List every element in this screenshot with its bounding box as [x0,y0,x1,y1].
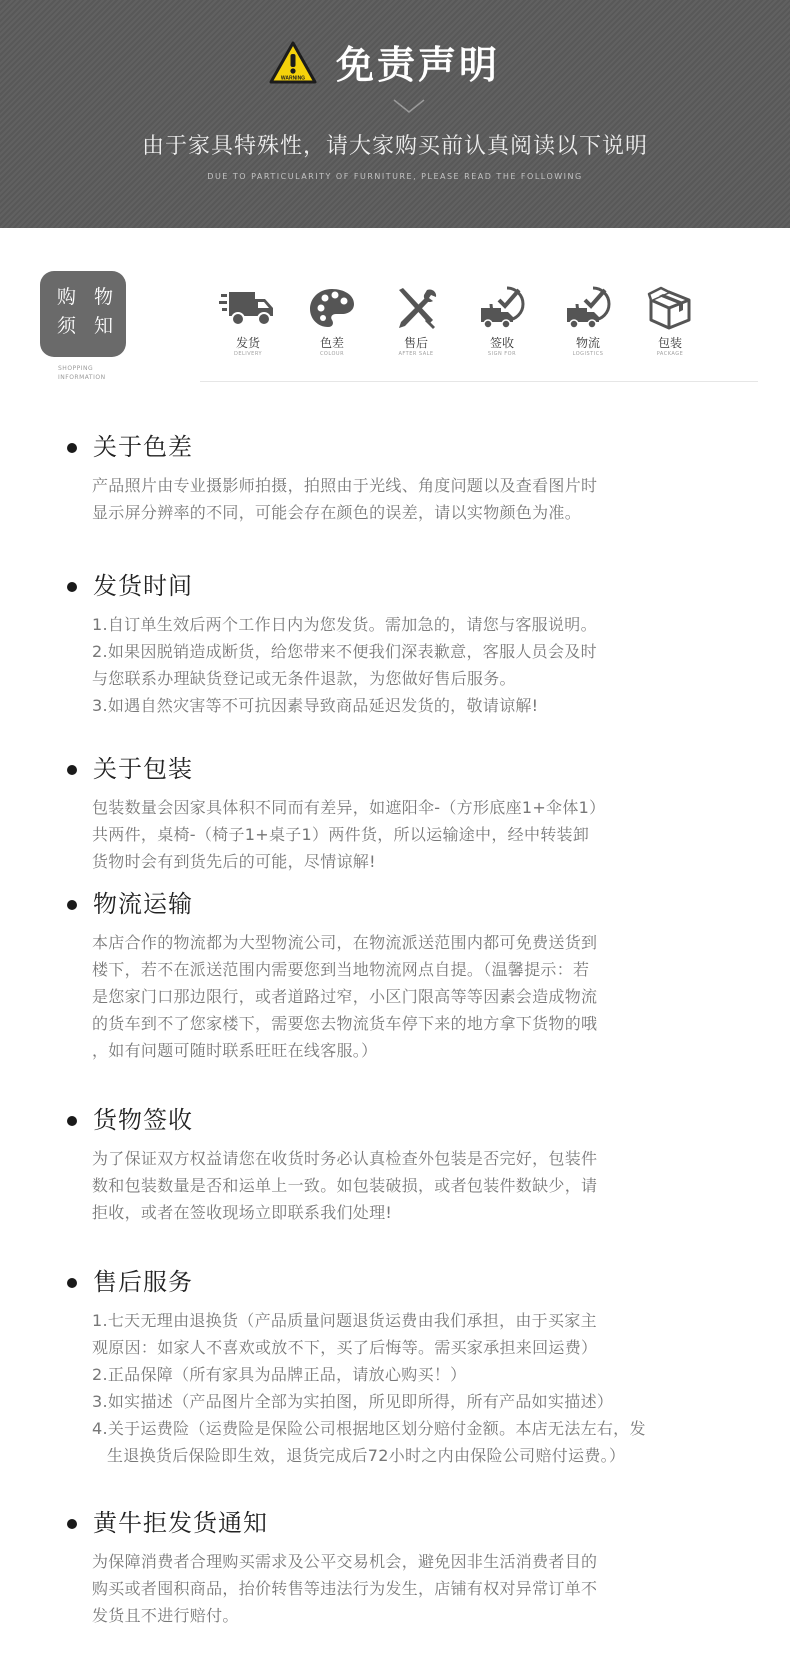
bullet-icon [67,1519,77,1529]
section-text-line: 楼下，若不在派送范围内需要您到当地物流网点自提。（温馨提示：若 [92,960,590,979]
section-text-line: 1.自订单生效后两个工作日内为您发货。需加急的，请您与客服说明。 [92,615,597,634]
bullet-icon [67,1116,77,1126]
warning-triangle-icon [268,40,318,86]
section-text-line: 拒收，或者在签收现场立即联系我们处理! [92,1203,393,1222]
section-text-line: 1.七天无理由退换货（产品质量问题退货运费由我们承担，由于买家主 [92,1311,597,1330]
section-title: 售后服务 [93,1268,193,1296]
bullet-icon [67,900,77,910]
info-item-label: 发货 [235,336,260,350]
info-item-label: 售后 [403,336,428,350]
section-packaging [67,752,767,875]
section-text-line: 共两件，桌椅-（椅子1+桌子1）两件货，所以运输途中，经中转装卸 [92,825,590,844]
section-text-line: 4.关于运费险（运费险是保险公司根据地区划分赔付金额。本店无法左右，发 [92,1419,646,1438]
section-logistics [67,887,767,1064]
section-text-line: 产品照片由专业摄影师拍摄，拍照由于光线、角度问题以及查看图片时 [92,476,598,495]
after-sale-tools-icon [393,286,439,330]
header-subtitle: 由于家具特殊性，请大家购买前认真阅读以下说明 [141,134,648,159]
info-item-en: AFTER SALE [398,351,434,357]
section-title: 关于包装 [93,755,193,783]
section-text-line: ，如有问题可随时联系旺旺在线客服。） [92,1041,378,1060]
section-text-line: 购买或者囤积商品，抬价转售等违法行为发生，店铺有权对异常订单不 [92,1579,598,1598]
info-icons-row [218,286,758,370]
info-item-label: 签收 [489,336,514,350]
info-item-after-sale [376,286,456,358]
colour-palette-icon [307,286,357,330]
header-subtitle-en: DUE TO PARTICULARITY OF FURNITURE, PLEASE READ THE FOLLOWING [207,172,583,181]
delivery-truck-icon [219,286,277,330]
section-text-line: 观原因：如家人不喜欢或放不下，买了后悔等。需买家承担来回运费） [92,1338,598,1357]
bullet-icon [67,765,77,775]
section-text-line: 与您联系办理缺货登记或无条件退款，为您做好售后服务。 [92,669,516,688]
chevron-down-icon [392,97,426,115]
section-scalper-notice [67,1506,767,1629]
info-item-logistics [548,286,628,358]
info-item-package [630,286,710,358]
bullet-icon [67,582,77,592]
info-item-en: PACKAGE [656,351,684,357]
section-color-difference [67,430,767,526]
section-title: 发货时间 [93,572,193,600]
section-title: 关于色差 [93,433,193,461]
bullet-icon [67,1278,77,1288]
divider [200,381,758,382]
shopping-info-line2: 须 知 [57,315,120,337]
info-item-sign-for [462,286,542,358]
info-item-en: LOGISTICS [572,351,604,357]
sign-for-truck-check-icon [477,286,527,330]
section-title: 黄牛拒发货通知 [93,1509,268,1537]
section-text-line: 包装数量会因家具体积不同而有差异，如遮阳伞-（方形底座1+伞体1） [92,798,606,817]
section-text-line: 为了保证双方权益请您在收货时务必认真检查外包装是否完好，包装件 [92,1149,598,1168]
section-title: 货物签收 [93,1106,193,1134]
section-title: 物流运输 [93,890,193,918]
section-shipping-time [67,569,767,719]
shopping-info-badge [40,271,126,357]
section-text-line: 发货且不进行赔付。 [92,1606,239,1625]
page-title: 免责声明 [336,43,501,87]
disclaimer-header [0,0,790,228]
section-text-line: 是您家门口那边限行，或者道路过窄，小区门限高等等因素会造成物流 [92,987,598,1006]
section-text-line: 数和包装数量是否和运单上一致。如包装破损，或者包装件数缺少，请 [92,1176,598,1195]
info-item-label: 物流 [575,336,600,350]
bullet-icon [67,443,77,453]
info-item-en: COLOUR [319,351,345,357]
section-text-line: 本店合作的物流都为大型物流公司，在物流派送范围内都可免费送货到 [92,933,598,952]
section-text-line: 货物时会有到货先后的可能，尽情谅解! [92,852,376,871]
section-text-line: 的货车到不了您家楼下，需要您去物流货车停下来的地方拿下货物的哦 [92,1014,598,1033]
shopping-info-line1: 购 物 [57,286,120,308]
shopping-info-en [58,364,106,382]
info-item-delivery [208,286,288,358]
info-item-en: DELIVERY [233,351,263,357]
section-text-line: 为保障消费者合理购买需求及公平交易机会，避免因非生活消费者目的 [92,1552,598,1571]
section-after-sales [67,1265,767,1469]
section-goods-receipt [67,1103,767,1226]
shopping-info-en-line2: INFORMATION [58,374,106,381]
info-item-label: 色差 [319,336,344,350]
shopping-info-en-line1: SHOPPING [58,365,94,372]
section-text-line: 生退换货后保险即生效，退货完成后72小时之内由保险公司赔付运费。） [107,1446,626,1465]
logistics-truck-check-icon [563,286,613,330]
section-text-line: 2.正品保障（所有家具为品牌正品，请放心购买！） [92,1365,467,1384]
section-text-line: 2.如果因脱销造成断货，给您带来不便我们深表歉意，客服人员会及时 [92,642,597,661]
section-text-line: 3.如遇自然灾害等不可抗因素导致商品延迟发货的，敬请谅解! [92,696,539,715]
section-text-line: 显示屏分辨率的不同，可能会存在颜色的误差，请以实物颜色为准。 [92,503,582,522]
info-item-label: 包装 [657,336,682,350]
section-text-line: 3.如实描述（产品图片全部为实拍图，所见即所得，所有产品如实描述） [92,1392,614,1411]
info-item-en: SIGN FOR [487,351,517,357]
package-box-icon [647,286,693,330]
info-item-colour [292,286,372,358]
warning-label: WARNING [280,75,306,82]
